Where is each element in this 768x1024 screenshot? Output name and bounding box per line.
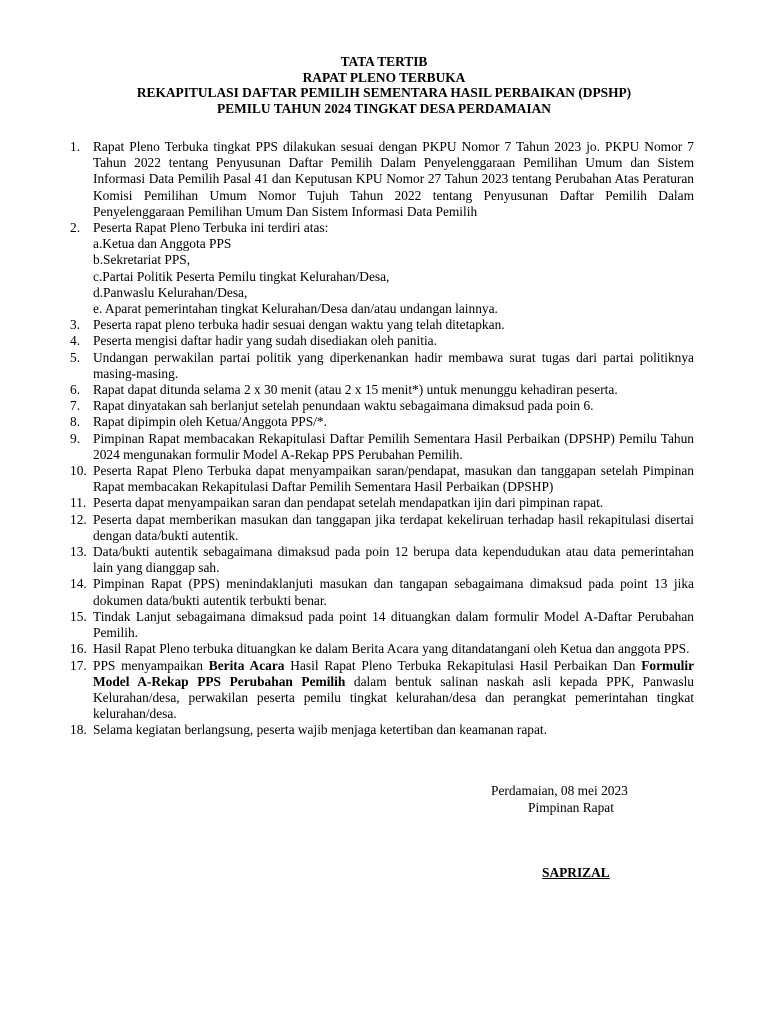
signatory-name: SAPRIZAL (542, 865, 610, 880)
sub-item: e. Aparat pemerintahan tingkat Kelurahan/Desa dan/atau undangan lainnya. (93, 301, 498, 317)
list-item-text: Rapat dipimpin oleh Ketua/Anggota PPS/*. (93, 414, 327, 430)
list-item-number: 10. (70, 463, 87, 479)
list-item-number: 16. (70, 641, 87, 657)
list-item-number: 17. (70, 657, 87, 673)
list-item-text: Peserta dapat memberikan masukan dan tanggapan jika terdapat kekeliruan terhadap hasil rekapitulasi disertai dengan data/bukti autentik. (93, 511, 694, 543)
sub-item: c.Partai Politik Peserta Pemilu tingkat Kelurahan/Desa, (93, 268, 390, 284)
list-item-number: 4. (70, 333, 81, 349)
list-item (70, 317, 694, 333)
list-item-text: Peserta Rapat Pleno Terbuka ini terdiri atas: (93, 220, 329, 236)
list-item (70, 398, 694, 414)
list-item-text: Peserta mengisi daftar hadir yang sudah disediakan oleh panitia. (93, 333, 437, 349)
list-item (70, 641, 694, 657)
list-item (70, 463, 694, 495)
title-line-3: REKAPITULASI DAFTAR PEMILIH SEMENTARA HASIL PERBAIKAN (DPSHP) (136, 85, 632, 101)
sub-item: b.Sekretariat PPS, (93, 252, 191, 268)
document-header (0, 54, 768, 116)
list-item (70, 382, 694, 398)
list-item-number: 7. (70, 398, 81, 414)
sub-item: d.Panwaslu Kelurahan/Desa, (93, 284, 248, 300)
list-item-text (93, 658, 694, 723)
list-item (70, 139, 694, 220)
list-item-number: 15. (70, 608, 87, 624)
list-item-number: 13. (70, 544, 87, 560)
list-item-number: 14. (70, 576, 87, 592)
list-item (70, 512, 694, 544)
list-item-number: 2. (70, 220, 81, 236)
list-item (70, 414, 694, 430)
list-item-text: Peserta Rapat Pleno Terbuka dapat menyampaikan saran/pendapat, masukan dan tanggapan setelah Pimpinan Rapat membacakan Rekapitulasi Daftar Pemilih Sementara Hasil Perbaikan (DPSHP) (93, 463, 694, 495)
text-span: Hasil Rapat Pleno Terbuka Rekapitulasi Hasil Perbaikan Dan (284, 657, 642, 673)
list-item-text: Pimpinan Rapat (PPS) menindaklanjuti masukan dan tangapan sebagaimana dimaksud pada point 13 jika dokumen data/bukti autentik terbukti benar. (93, 576, 694, 608)
signature-role: Pimpinan Rapat (528, 799, 614, 815)
list-item-text: Pimpinan Rapat membacakan Rekapitulasi Daftar Pemilih Sementara Hasil Perbaikan (DPSHP) Pemilu Tahun 2024 mengunakan formulir Model A-Rekap PPS Perubahan Pemilih. (93, 430, 694, 462)
list-item (70, 333, 694, 349)
list-item-text: Peserta dapat menyampaikan saran dan pendapat setelah mendapatkan ijin dari pimpinan rapat. (93, 495, 604, 511)
list-item-text: Rapat dapat ditunda selama 2 x 30 menit (atau 2 x 15 menit*) untuk menunggu kehadiran peserta. (93, 382, 618, 398)
list-item (70, 722, 694, 738)
list-item (70, 609, 694, 641)
list-item-number: 12. (70, 511, 87, 527)
title-line-1: TATA TERTIB (340, 54, 428, 69)
list-item (70, 220, 694, 317)
list-item-number: 8. (70, 414, 81, 430)
list-item-number: 1. (70, 139, 81, 154)
list-item-text: Peserta rapat pleno terbuka hadir sesuai dengan waktu yang telah ditetapkan. (93, 317, 505, 333)
list-item-text: Rapat Pleno Terbuka tingkat PPS dilakukan sesuai dengan PKPU Nomor 7 Tahun 2023 jo. PKPU Nomor 7 Tahun 2022 tentang Penyusunan Daftar Pemilih Dalam Penyelenggaraan Pemilihan Umum dan Sistem Informasi Data Pemilih Pasal 41 dan Keputusan KPU Nomor 27 Tahun 2023 tentang Perubahan Atas Peraturan Komisi Pemilihan Umum Nomor Tujuh Tahun 2022 tentang Penyusunan Daftar Pemilih Dalam Penyelenggaraan Pemilihan Umum Dan Sistem Informasi Data Pemilih (93, 139, 694, 219)
list-item-number: 6. (70, 382, 81, 398)
list-item (70, 431, 694, 463)
list-item (70, 544, 694, 576)
list-item-text: Rapat dinyatakan sah berlanjut setelah penundaan waktu sebagaimana dimaksud pada poin 6. (93, 398, 594, 414)
list-item-number: 11. (70, 495, 87, 511)
list-item-text: Tindak Lanjut sebagaimana dimaksud pada point 14 dituangkan dalam formulir Model A-Daftar Perubahan Pemilih. (93, 608, 694, 641)
bold-text: Formulir Model A-Rekap PPS Perubahan Pemilih (93, 657, 695, 689)
list-item (70, 658, 694, 723)
bold-text: Berita Acara (208, 657, 285, 673)
signature-block (491, 783, 651, 816)
list-item-text: Data/bukti autentik sebagaimana dimaksud pada poin 12 berupa data kependudukan atau data pemerintahan lain yang dianggap sah. (93, 544, 694, 576)
sub-item: a.Ketua dan Anggota PPS (93, 236, 232, 252)
list-item-number: 18. (70, 722, 87, 738)
list-item-number: 3. (70, 317, 81, 333)
list-item-text: Selama kegiatan berlangsung, peserta wajib menjaga ketertiban dan keamanan rapat. (93, 722, 547, 738)
list-item (70, 495, 694, 511)
list-item-number: 9. (70, 430, 81, 446)
list-item (70, 576, 694, 608)
rules-list (70, 139, 694, 739)
list-item-number: 5. (70, 349, 81, 365)
text-span: dalam bentuk salinan naskah asli kepada PPK, Panwaslu Kelurahan/desa, perwakilan peserta pemilu tingkat kelurahan/desa dan perangkat pemerintahan tingkat kelurahan/desa. (93, 673, 694, 722)
list-item-text: Undangan perwakilan partai politik yang diperkenankan hadir membawa surat tugas dari partai politiknya masing-masing. (93, 349, 694, 381)
title-line-2: RAPAT PLENO TERBUKA (302, 69, 466, 85)
signature-place-date: Perdamaian, 08 mei 2023 (491, 783, 628, 798)
list-item (70, 350, 694, 382)
list-item-text: Hasil Rapat Pleno terbuka dituangkan ke dalam Berita Acara yang ditandatangani oleh Ketua dan anggota PPS. (93, 641, 690, 657)
text-span: PPS menyampaikan (93, 657, 209, 673)
title-line-4: PEMILU TAHUN 2024 TINGKAT DESA PERDAMAIAN (217, 100, 551, 116)
